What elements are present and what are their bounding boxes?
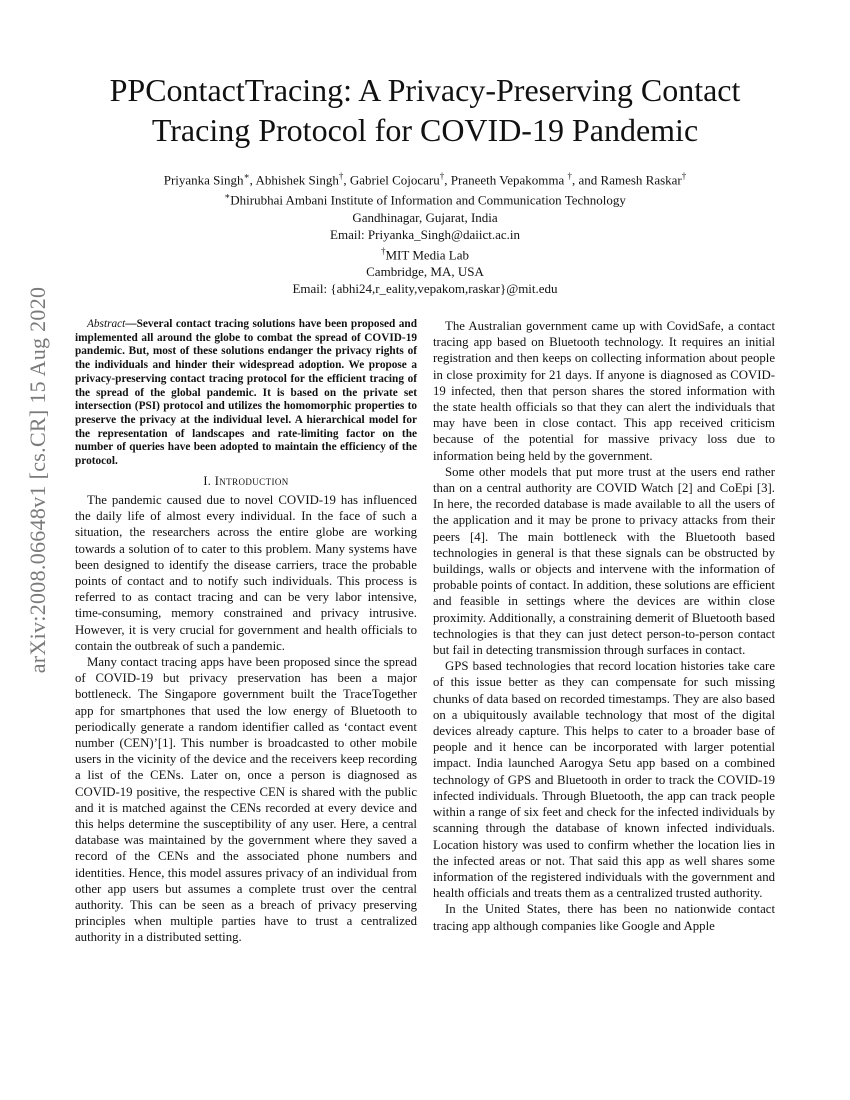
affiliation-2-email: Email: {abhi24,r_eality,vepakom,raskar}@mit.edu <box>292 280 558 296</box>
affiliation-mark: ∗ <box>224 191 231 202</box>
left-column <box>75 318 417 946</box>
abstract <box>75 318 417 469</box>
author-mark: † <box>338 171 344 181</box>
body-paragraph: In the United States, there has been no nationwide contact tracing app although companies like Google and Apple <box>433 902 775 933</box>
affiliation-1-city: Gandhinagar, Gujarat, India <box>352 209 498 225</box>
paper-title: PPContactTracing: A Privacy-Preserving Contact Tracing Protocol for COVID-19 Pandemic <box>109 72 741 148</box>
author-mark: † <box>681 171 687 181</box>
section-heading <box>75 473 417 489</box>
right-column <box>433 318 775 934</box>
affiliation-name: Dhirubhai Ambani Institute of Information and Communication Technology <box>230 192 626 208</box>
author-mark: † <box>567 171 572 181</box>
author-name: Praneeth Vepakomma <box>450 172 568 188</box>
body-paragraph: The Australian government came up with CovidSafe, a contact tracing app based on Bluetooth technology. It requires an initial registration and then keeps on collecting information about people in close proximity for 21 days. If anyone is diagnosed as COVID-19 infected, then that person shares the stored information with the state health officials so that they can alert the individuals that may have been in close contact. This app received criticism because of the potential for massive privacy loss due to information being held by the government. <box>433 319 775 463</box>
affiliation-2 <box>60 243 790 263</box>
author-name: Abhishek Singh <box>255 172 339 188</box>
body-paragraph: Some other models that put more trust at the users end rather than on a central authority are COVID Watch [2] and CoEpi [3]. In here, the recorded database is made available to all the users of the application and it may be prone to privacy attacks from their peers [4]. The main bottleneck with the Bluetooth based technologies in general is that these signals can be obstructed by buildings, walls or objects and intervene with the information of probable points of contact. In addition, these solutions are efficient and feasible in settings where the devices are within close proximity. Additionally, a constraining demerit of Bluetooth based technologies is that they can just detect person-to-person contact but fail in detecting transmission through surfaces in contact. <box>433 464 775 658</box>
author-mark: † <box>439 171 445 181</box>
body-paragraph: GPS based technologies that record location histories take care of this issue better as they can compensate for such missing chunks of data based on recorded timestamps. They are also based on a ubiquitously available technology that most of the digital devices already capture. This helps to cater to a broader base of people and it hence can be incorporated with larger potential impact. India launched Aarogya Setu app based on a combined technology of GPS and Bluetooth in order to track the COVID-19 infected individuals. Through Bluetooth, the app can track people within a range of six feet and check for the infected individuals by scanning through the database of known infected individuals. Location history was used to confirm whether the location lies in the infected areas or not. That said this app as well shares some information of the registered individuals with the government and health officials and treats them as a centralized trusted authority. <box>433 659 775 901</box>
body-paragraph: The pandemic caused due to novel COVID-19 has influenced the daily life of almost every individual. In the face of such a situation, the researchers across the entire globe are working towards a solution of to cater to this problem. Many systems have been designed to identify the disease carriers, trace the probable points of contact and to notify such individuals. This process is referred to as contact tracing and can be very labor intensive, time-consuming, memory constrained and privacy intrusive. However, it is very crucial for government and health officials to contain the outbreak of such a pandemic. <box>75 492 417 653</box>
author-name: and Ramesh Raskar <box>578 172 682 188</box>
abstract-label: Abstract <box>87 318 126 330</box>
arxiv-identifier: arXiv:2008.06648v1 [cs.CR] 15 Aug 2020 <box>25 286 50 674</box>
author-name: Gabriel Cojocaru <box>349 172 440 188</box>
affiliation-1 <box>60 188 790 208</box>
body-paragraph: Many contact tracing apps have been proposed since the spread of COVID-19 but privacy preservation has been a major bottleneck. The Singapore government built the TraceTogether app for smartphones that used the low energy of Bluetooth to periodically generate a random identifier called as ‘contact event number (CEN)’[1]. This number is broadcasted to other mobile users in the vicinity of the device and the receivers keep recording a list of the CENs. Later on, once a person is diagnosed as COVID-19 positive, the respective CEN is shared with the public and it is matched against the CENs recorded at every device and this helps determine the susceptibility of any user. Here, a central database was maintained by the government where they saved a record of the CENs and the associated phone numbers and identities. Hence, this model assures privacy of an individual from other app users but assumes a complete trust over the central authority. This can be seen as a breach of privacy preserving principles when multiple parties have to trust a centralized authority in a distributed setting. <box>75 654 417 945</box>
affiliation-name: MIT Media Lab <box>385 246 470 262</box>
section-number: I. <box>203 473 212 488</box>
author-name: Priyanka Singh <box>163 172 244 188</box>
section-title: Introduction <box>214 473 289 488</box>
affiliation-mark: † <box>380 245 386 256</box>
author-mark: ∗ <box>243 171 250 181</box>
author-list: Priyanka Singh∗, Abhishek Singh†, Gabriel Cojocaru†, Praneeth Vepakomma †, and Ramesh Raskar† <box>163 171 687 188</box>
author-block <box>60 168 790 297</box>
affiliation-2-city: Cambridge, MA, USA <box>366 263 484 279</box>
abstract-text: —Several contact tracing solutions have been proposed and implemented all around the globe to combat the spread of COVID-19 pandemic. But, most of these solutions endanger the privacy rights of the individuals and hinder their widespread adoption. We propose a privacy-preserving contact tracing protocol for the efficient tracing of the spread of the global pandemic. It is based on the private set intersection (PSI) protocol and utilizes the homomorphic properties to preserve the privacy at the individual level. A hierarchical model for the representation of landscapes and rate-limiting factor on the number of queries have been adopted to maintain the efficiency of the protocol. <box>75 318 417 468</box>
affiliation-1-email: Email: Priyanka_Singh@daiict.ac.in <box>330 226 520 242</box>
